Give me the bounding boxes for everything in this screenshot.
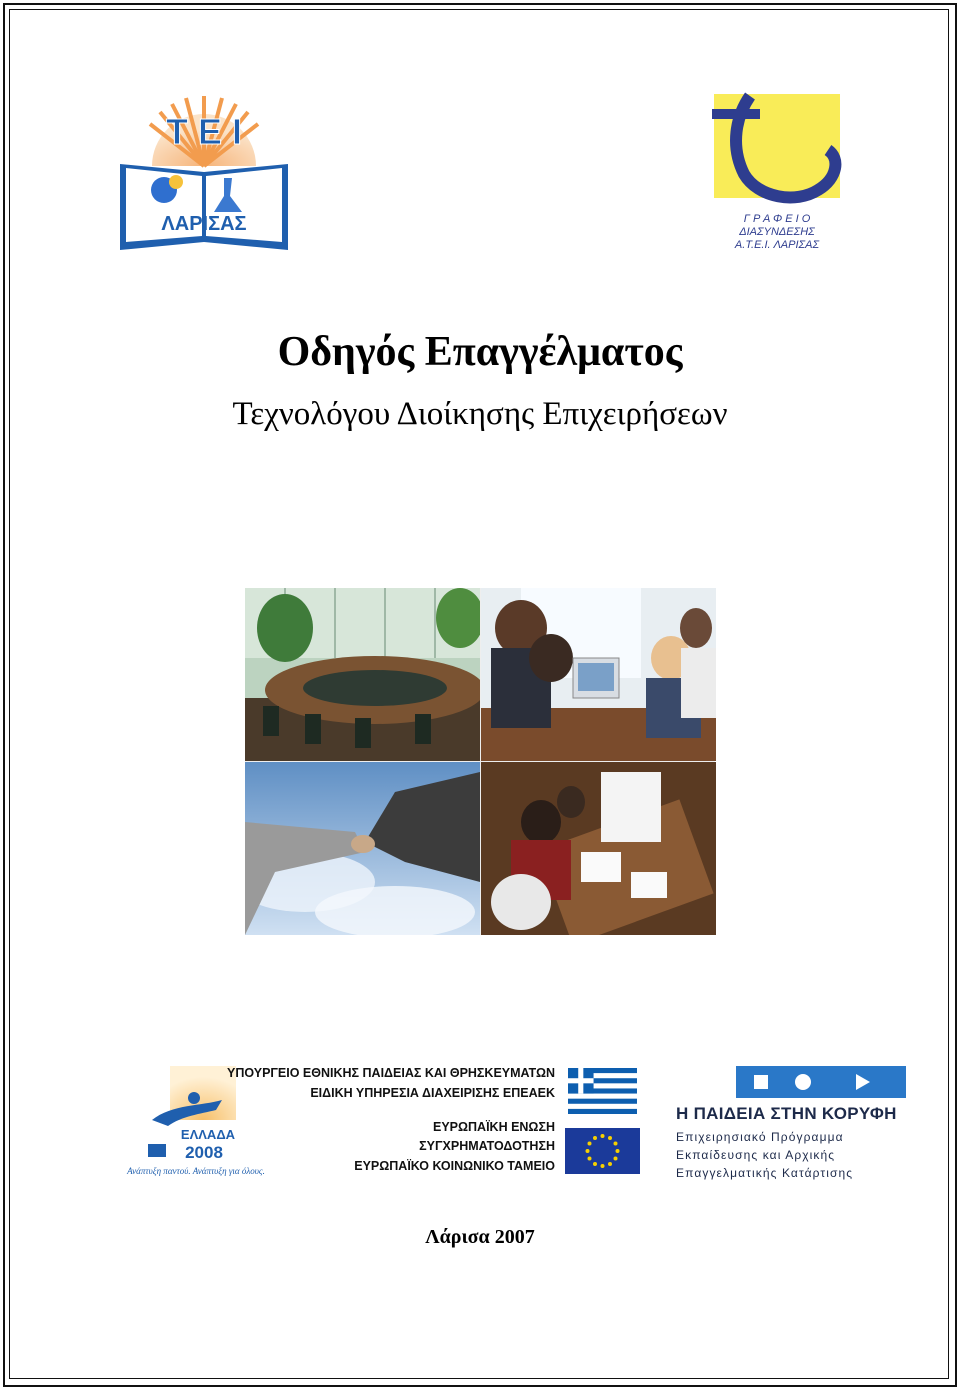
ministry-line-2: ΕΙΔΙΚΗ ΥΠΗΡΕΣΙΑ ΔΙΑΧΕΙΡΙΣΗΣ ΕΠΕΑΕΚ [310, 1086, 555, 1100]
document-subtitle: Τεχνολόγου Διοίκησης Επιχειρήσεων [232, 396, 728, 432]
photo-team-meeting [481, 588, 716, 761]
paideia-logo-block [676, 1066, 908, 1181]
ministry-line-5: ΕΥΡΩΠΑΪΚΟ ΚΟΙΝΩΝΙΚΟ ΤΑΜΕΙΟ [354, 1159, 555, 1173]
svg-text:Γ Ρ Α Φ Ε Ι Ο: Γ Ρ Α Φ Ε Ι Ο [743, 213, 811, 225]
ministry-line-3: ΕΥΡΩΠΑΪΚΗ ΕΝΩΣΗ [432, 1120, 555, 1134]
svg-text:ΕΛΛΑΔΑ: ΕΛΛΑΔΑ [180, 1127, 236, 1142]
paideia-shapes-icon [736, 1066, 906, 1100]
svg-text:2008: 2008 [185, 1143, 223, 1162]
svg-text:T E I: T E I [165, 111, 243, 152]
tei-larisas-logo [112, 88, 292, 256]
photo-collage [245, 588, 715, 935]
photo-conference-room [245, 588, 480, 761]
ministry-line-1: ΥΠΟΥΡΓΕΙΟ ΕΘΝΙΚΗΣ ΠΑΙΔΕΙΑΣ ΚΑΙ ΘΡΗΣΚΕΥΜΑΤΩΝ [227, 1066, 555, 1080]
svg-text:ΛΑΡΙΣΑΣ: ΛΑΡΙΣΑΣ [161, 213, 247, 235]
paideia-line-1: Επιχειρησιακό Πρόγραμμα [676, 1130, 844, 1144]
greek-flag-icon [565, 1068, 640, 1114]
paideia-line-2: Εκπαίδευσης και Αρχικής [676, 1148, 836, 1162]
greece-2008-logo [112, 1064, 282, 1179]
photo-handshake [245, 762, 480, 935]
ministry-line-4: ΣΥΓΧΡΗΜΑΤΟΔΟΤΗΣΗ [419, 1139, 555, 1153]
ministry-text-block [227, 1066, 555, 1181]
document-title: Οδηγός Επαγγέλματος [277, 329, 683, 375]
svg-text:ΔΙΑΣΥΝΔΕΣΗΣ: ΔΙΑΣΥΝΔΕΣΗΣ [739, 226, 815, 238]
paideia-line-3: Επαγγελματικής Κατάρτισης [676, 1166, 854, 1180]
paideia-title: Η ΠΑΙΔΕΙΑ ΣΤΗΝ ΚΟΡΥΦΗ [676, 1104, 897, 1123]
liaison-office-logo [700, 86, 850, 256]
svg-text:Ανάπτυξη παντού. Ανάπτυξη για: Ανάπτυξη παντού. Ανάπτυξη για όλους. [127, 1166, 265, 1176]
eu-flag-icon [565, 1128, 640, 1174]
footer-place-year: Λάρισα 2007 [425, 1226, 535, 1248]
photo-office-work [481, 762, 716, 935]
svg-text:Α.Τ.Ε.Ι. ΛΑΡΙΣΑΣ: Α.Τ.Ε.Ι. ΛΑΡΙΣΑΣ [734, 239, 820, 251]
